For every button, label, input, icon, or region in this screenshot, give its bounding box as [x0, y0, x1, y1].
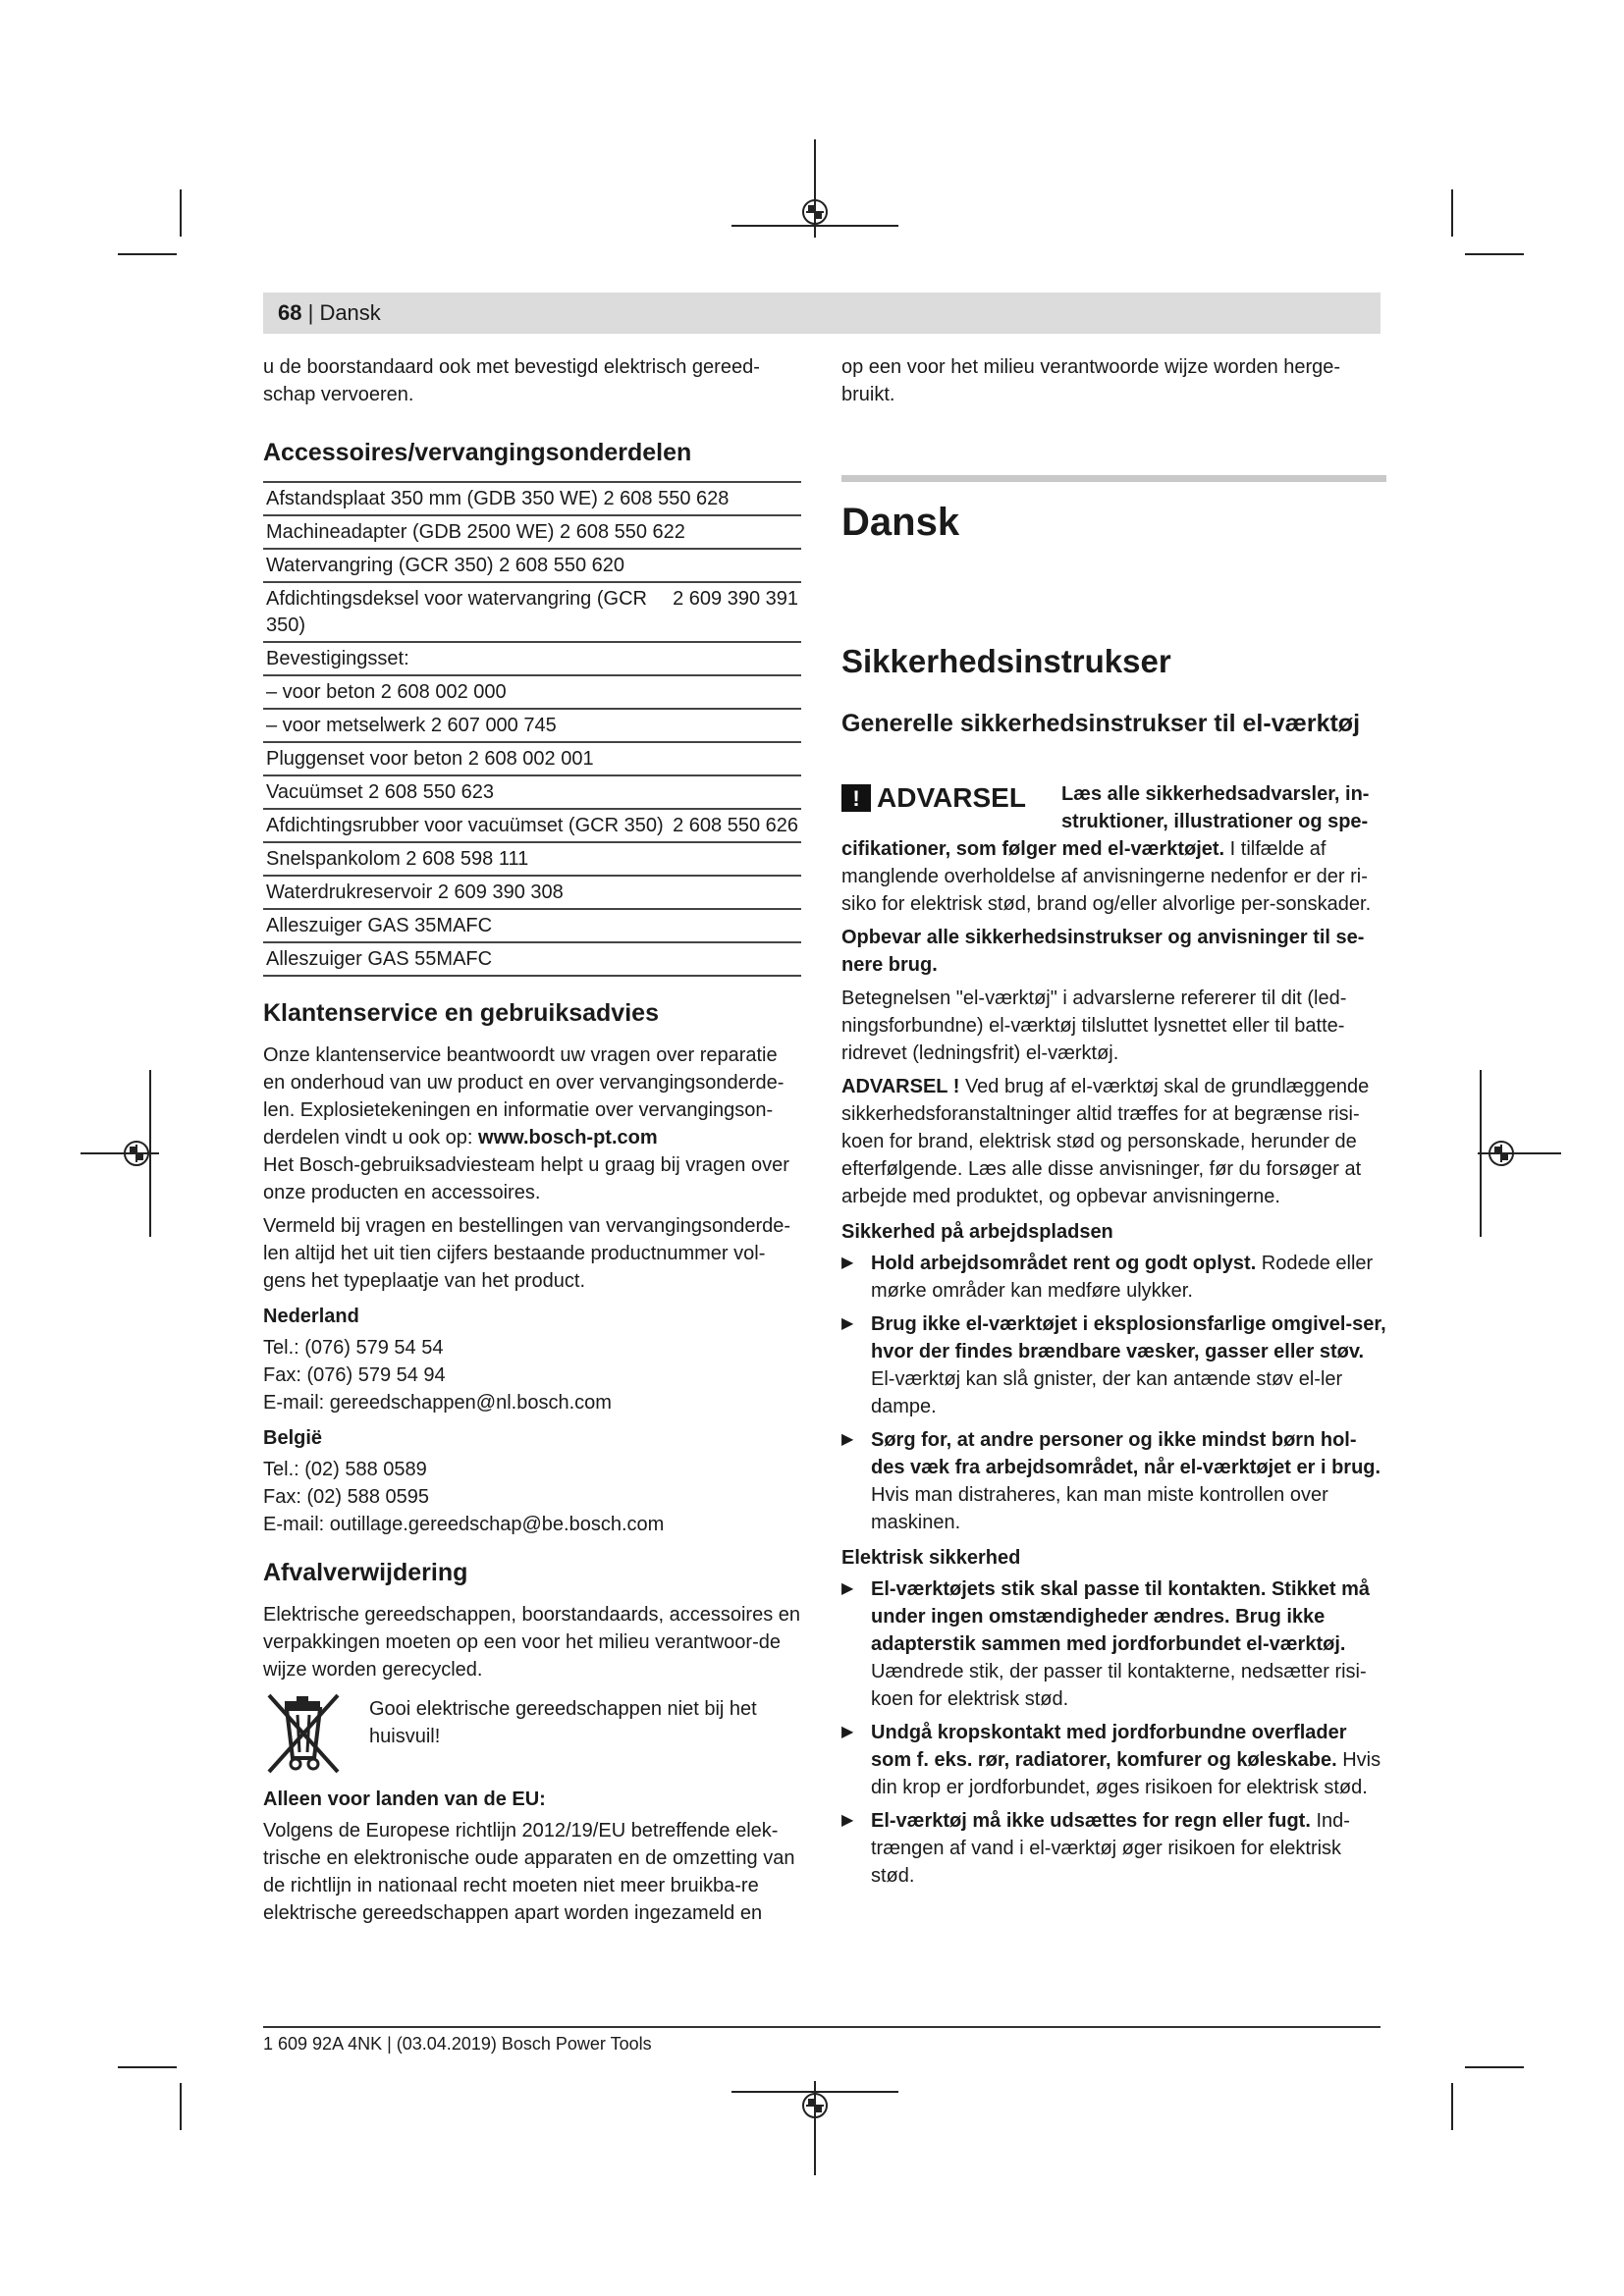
advarsel-text: Ved brug af el-værktøj skal de grundlæggende sikkerhedsforanstaltninger altid træffes for at begrænse risi-koen for brand, elektrisk stød og personskade, herunder de efterfølgende. Læs alle disse anvisninger, før du forsøger at arbejde med produktet, og opbevar anvisningerne.	[841, 1076, 1370, 1207]
list-item	[841, 1575, 1386, 1713]
be-tel: Tel.: (02) 588 0589	[263, 1459, 427, 1480]
service-heading: Klantenservice en gebruiksadvies	[263, 999, 659, 1027]
page-header	[278, 300, 381, 326]
page-number: 68	[278, 300, 302, 325]
disposal-heading: Afvalverwijdering	[263, 1559, 468, 1586]
weee-text: Gooi elektrische gereedschappen niet bij het huisvuil!	[369, 1698, 757, 1747]
bullet-body: Ind-trængen af vand i el-værktøj øger risikoen for elektrisk stød.	[871, 1810, 1350, 1887]
safety-heading: Sikkerhedsinstrukser	[841, 643, 1171, 679]
bullet-text	[871, 1807, 1386, 1890]
footer-rule	[263, 2026, 1380, 2028]
workplace-bullet-list	[841, 1250, 1386, 1536]
bullet-arrow-icon: ▶	[841, 1580, 854, 1597]
warning-badge	[841, 784, 1026, 812]
bullet-bold: Brug ikke el-værktøjet i eksplosionsfarlige omgivel-ser, hvor der findes brændbare væsker, gasser eller støv.	[871, 1313, 1386, 1362]
right-column	[841, 353, 1386, 1896]
registration-mark-icon	[802, 199, 828, 225]
workplace-heading: Sikkerhed på arbejdspladsen	[841, 1221, 1113, 1243]
language-title: Dansk	[841, 501, 960, 544]
registration-mark-icon	[124, 1141, 149, 1166]
bullet-arrow-icon: ▶	[841, 1812, 854, 1829]
electric-bullet-list	[841, 1575, 1386, 1890]
crossed-bin-icon	[263, 1693, 352, 1774]
accessory-name: Afdichtingsrubber voor vacuümset (GCR 350)	[263, 809, 670, 842]
bullet-bold: Hold arbejdsområdet rent og godt oplyst.	[871, 1253, 1257, 1274]
bullet-arrow-icon: ▶	[841, 1315, 854, 1332]
intro-paragraph: u de boorstandaard ook met bevestigd elektrisch gereed-schap vervoeren.	[263, 356, 760, 405]
crop-mark	[118, 253, 177, 255]
bullet-text	[871, 1310, 1386, 1420]
bullet-body: Rodede eller mørke områder kan medføre ulykker.	[871, 1253, 1374, 1302]
registration-mark-icon	[1489, 1141, 1514, 1166]
bullet-bold: El-værktøj må ikke udsættes for regn eller fugt.	[871, 1810, 1311, 1832]
bullet-body: Hvis man distraheres, kan man miste kontrollen over maskinen.	[871, 1484, 1328, 1533]
service-url: www.bosch-pt.com	[478, 1127, 658, 1148]
keep-instructions	[841, 924, 1386, 979]
list-item	[841, 1719, 1386, 1801]
electric-heading: Elektrisk sikkerhed	[841, 1547, 1021, 1569]
crop-mark	[1451, 189, 1453, 237]
accessory-name: Vacuümset 2 608 550 623	[263, 775, 801, 809]
table-row	[263, 482, 801, 515]
warning-triangle-icon: !	[841, 784, 871, 812]
list-item	[841, 1426, 1386, 1536]
table-row	[263, 642, 801, 675]
be-heading: België	[263, 1427, 323, 1449]
advarsel-bold: ADVARSEL !	[841, 1076, 960, 1097]
disposal-paragraph: Elektrische gereedschappen, boorstandaards, accessoires en verpakkingen moeten op een voor het milieu verantwoor-de wijze worden gerecycled.	[263, 1604, 800, 1681]
table-row	[263, 942, 801, 976]
left-column	[263, 353, 801, 1933]
bullet-body: Hvis din krop er jordforbundet, øges risikoen for elektrisk stød.	[871, 1749, 1381, 1798]
accessory-name: Waterdrukreservoir 2 609 390 308	[263, 876, 801, 909]
header-separator: |	[301, 300, 320, 325]
accessory-name: Alleszuiger GAS 55MAFC	[263, 942, 801, 976]
accessory-name: Afdichtingsdeksel voor watervangring (GCR 350)	[263, 582, 670, 642]
nl-heading: Nederland	[263, 1306, 359, 1327]
warning-bold: Læs alle sikkerhedsadvarsler, in-struktioner, illustrationer og spe-cifikationer, som følger med el-værktøjet.	[841, 783, 1370, 860]
accessory-name: Watervangring (GCR 350) 2 608 550 620	[263, 549, 801, 582]
bullet-text	[871, 1575, 1386, 1713]
table-row	[263, 675, 801, 709]
accessory-name: Snelspankolom 2 608 598 111	[263, 842, 801, 876]
header-language: Dansk	[319, 300, 381, 325]
weee-notice	[263, 1693, 801, 1774]
nl-fax: Fax: (076) 579 54 94	[263, 1364, 446, 1386]
accessory-name: Alleszuiger GAS 35MAFC	[263, 909, 801, 942]
accessory-name: – voor metselwerk 2 607 000 745	[263, 709, 801, 742]
table-row	[263, 709, 801, 742]
page-header-bar	[263, 293, 1380, 334]
be-email: E-mail: outillage.gereedschap@be.bosch.com	[263, 1514, 665, 1535]
accessories-heading: Accessoires/vervangingsonderdelen	[263, 439, 692, 466]
registration-mark-icon	[802, 2093, 828, 2118]
term-paragraph: Betegnelsen "el-værktøj" i advarslerne refererer til dit (led-ningsforbundne) el-værktøj tilsluttet lysnettet eller til batte-ridrevet (ledningsfrit) el-værktøj.	[841, 988, 1347, 1064]
table-row	[263, 582, 801, 642]
bullet-text	[871, 1719, 1386, 1801]
bullet-body: El-værktøj kan slå gnister, der kan antænde støv el-ler dampe.	[871, 1368, 1343, 1417]
page-footer: 1 609 92A 4NK | (03.04.2019) Bosch Power Tools	[263, 2034, 652, 2054]
keep-instructions-bold: Opbevar alle sikkerhedsinstrukser og anvisninger til se-nere brug.	[841, 927, 1365, 976]
list-item	[841, 1310, 1386, 1420]
eu-heading: Alleen voor landen van de EU:	[263, 1789, 546, 1810]
nl-tel: Tel.: (076) 579 54 54	[263, 1337, 444, 1359]
accessory-number: 2 608 550 626	[670, 809, 801, 842]
crop-mark	[1451, 2083, 1453, 2130]
nl-email: E-mail: gereedschappen@nl.bosch.com	[263, 1392, 612, 1414]
bullet-arrow-icon: ▶	[841, 1431, 854, 1448]
bullet-bold: Sørg for, at andre personer og ikke mindst børn hol-des væk fra arbejdsområdet, når el-værktøjet er i brug.	[871, 1429, 1381, 1478]
warning-text: I tilfælde af manglende overholdelse af anvisningerne nedenfor er der ri-siko for elektrisk stød, brand og/eller alvorlige per-sonskader.	[841, 838, 1372, 915]
registration-line	[149, 1070, 151, 1237]
service-text-advice: Het Bosch-gebruiksadviesteam helpt u graag bij vragen over onze producten en accessoires.	[263, 1154, 789, 1203]
be-fax: Fax: (02) 588 0595	[263, 1486, 429, 1508]
warning-block	[841, 780, 1386, 918]
table-row	[263, 775, 801, 809]
accessory-name: Pluggenset voor beton 2 608 002 001	[263, 742, 801, 775]
eu-paragraph: Volgens de Europese richtlijn 2012/19/EU betreffende elek-trische en elektronische oude apparaten en de omzetting van de richtlijn in nationaal recht moeten niet meer bruikba-re elektrische gereedschappen apart worden ingezameld en	[263, 1820, 795, 1924]
continuation-paragraph: op een voor het milieu verantwoorde wijze worden herge-bruikt.	[841, 356, 1341, 405]
table-row	[263, 809, 801, 842]
bullet-bold: El-værktøjets stik skal passe til kontakten. Stikket må under ingen omstændigheder ændres. Brug ikke adapterstik sammen med jordforbundet el-værktøj.	[871, 1578, 1370, 1655]
bullet-arrow-icon: ▶	[841, 1255, 854, 1271]
bullet-arrow-icon: ▶	[841, 1724, 854, 1740]
crop-mark	[118, 2066, 177, 2068]
table-row	[263, 515, 801, 549]
crop-mark	[180, 189, 182, 237]
accessory-name: Afstandsplaat 350 mm (GDB 350 WE) 2 608 550 628	[263, 482, 801, 515]
table-row	[263, 909, 801, 942]
accessory-number: 2 609 390 391	[670, 582, 801, 642]
list-item	[841, 1250, 1386, 1305]
service-text: Onze klantenservice beantwoordt uw vragen over reparatie en onderhoud van uw product en over vervangingsonderde-len. Explosietekeningen en informatie over vervangingson-derdelen vindt u ook op:	[263, 1044, 785, 1148]
advarsel-paragraph	[841, 1073, 1386, 1210]
general-safety-heading: Generelle sikkerhedsinstrukser til el-værktøj	[841, 710, 1361, 737]
accessory-name: Machineadapter (GDB 2500 WE) 2 608 550 622	[263, 515, 801, 549]
bullet-bold: Undgå kropskontakt med jordforbundne overflader som f. eks. rør, radiatorer, komfurer og køleskabe.	[871, 1722, 1347, 1771]
bullet-body: Uændrede stik, der passer til kontakterne, nedsætter risi-koen for elektrisk stød.	[871, 1661, 1367, 1710]
accessory-name: – voor beton 2 608 002 000	[263, 675, 801, 709]
bullet-text	[871, 1250, 1386, 1305]
section-divider	[841, 475, 1386, 482]
bullet-text	[871, 1426, 1386, 1536]
table-row	[263, 549, 801, 582]
registration-line	[1480, 1070, 1482, 1237]
table-row	[263, 842, 801, 876]
crop-mark	[180, 2083, 182, 2130]
accessory-name: Bevestigingsset:	[263, 642, 801, 675]
service-paragraph	[263, 1041, 801, 1206]
service-paragraph-2: Vermeld bij vragen en bestellingen van vervangingsonderde-len altijd het uit tien cijfers bestaande productnummer vol-gens het typeplaatje van het product.	[263, 1215, 791, 1292]
warning-label: ADVARSEL	[877, 782, 1026, 813]
accessories-table	[263, 481, 801, 977]
table-row	[263, 876, 801, 909]
table-row	[263, 742, 801, 775]
list-item	[841, 1807, 1386, 1890]
crop-mark	[1465, 2066, 1524, 2068]
crop-mark	[1465, 253, 1524, 255]
